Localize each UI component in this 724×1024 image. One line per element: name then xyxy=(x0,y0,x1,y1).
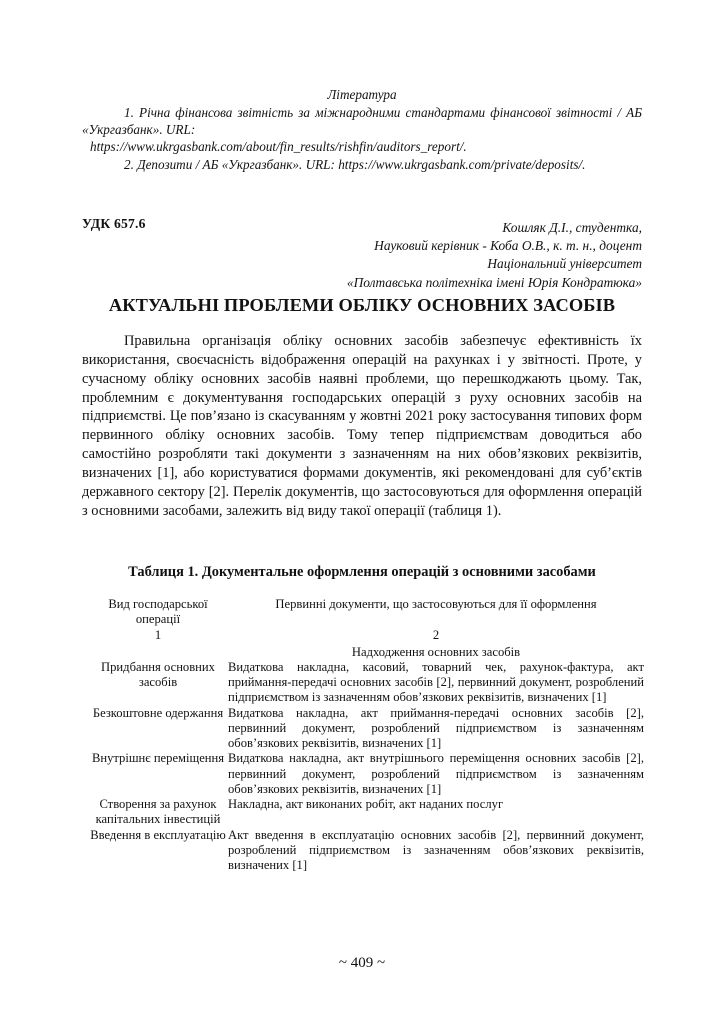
column-number-1: 1 xyxy=(154,628,162,643)
operation-type: Введення в експлуатацію xyxy=(90,827,226,842)
table-header-row xyxy=(88,597,644,627)
column-number-2: 2 xyxy=(432,628,440,643)
udc-code: УДК 657.6 xyxy=(82,216,146,231)
literature-item-1-url: https://www.ukrgasbank.com/about/fin_results/rishfin/auditors_report/. xyxy=(90,139,467,155)
university-line-1: Національний університет xyxy=(487,256,642,272)
operation-type: Створення за рахунок капітальних інвестицій xyxy=(95,797,221,827)
literature-item-1: 1. Річна фінансова звітність за міжнародними стандартами фінансової звітності / АБ «Укргазбанк». URL: xyxy=(82,105,642,138)
literature-heading: Література xyxy=(327,87,397,102)
table-column-number-row xyxy=(88,627,644,643)
operation-type: Внутрішнє переміщення xyxy=(91,751,225,766)
operation-documents: Акт введення в експлуатацію основних засобів [2], первинний документ, розроблений підприємством із зазначенням обов’язкових реквізитів, визначених [1] xyxy=(228,827,644,872)
table-row xyxy=(88,660,644,706)
section-title: Надходження основних засобів xyxy=(351,644,521,659)
table-header-col2: Первинні документи, що застосовуються для її оформлення xyxy=(275,597,597,611)
table-row xyxy=(88,751,644,797)
author-block xyxy=(172,219,642,292)
author-name: Кошляк Д.І., студентка, xyxy=(502,220,642,235)
table-row xyxy=(88,828,644,874)
operation-documents: Видаткова накладна, акт приймання-передачі основних засобів [2], первинний документ, розроблений підприємством із зазначенням обов’язкових реквізитів, визначених [1] xyxy=(228,705,644,751)
section-empty-cell xyxy=(88,644,228,660)
operation-documents: Видаткова накладна, акт внутрішнього переміщення основних засобів [2], первинний документ, розроблений підприємством із зазначенням обов’язкових реквізитів, визначених [1] xyxy=(228,751,644,796)
operation-type: Безкоштовне одержання xyxy=(92,705,224,720)
table-caption: Таблиця 1. Документальне оформлення операцій з основними засобами xyxy=(128,564,596,580)
literature-block xyxy=(82,86,642,173)
page-number: ~ 409 ~ xyxy=(338,955,386,971)
academic-supervisor: Науковий керівник - Коба О.В., к. т. н., доцент xyxy=(374,238,642,254)
operation-type: Придбання основних засобів xyxy=(101,659,215,690)
university-line-2: «Полтавська політехніка імені Юрія Кондратюка» xyxy=(346,274,642,290)
operation-documents: Накладна, акт виконаних робіт, акт наданих послуг xyxy=(228,797,504,812)
body-paragraph: Правильна організація обліку основних засобів забезпечує ефективність їх використання, своєчасність відображення операцій на рахунках і у звітності. Проте, у сучасному обліку основних засобів наявні проблеми, що перешкоджають цьому. Так, проблемним є документування господарських операцій з руху основних засобів на підприємстві. Це пов’язано із скасуванням у жовтні 2021 року застосування типових форм первинного обліку основних засобів. Тому тепер підприємствам доводиться або самостійно розробляти такі документи з зазначенням на них обов’язкових реквізитів, визначених [1], або користуватися формами документів, які рекомендовані для суб’єктів державного сектору [2]. Перелік документів, що застосовуються для оформлення операцій з основними засобами, залежить від виду такої операції (таблиця 1). xyxy=(82,333,642,519)
article-title: АКТУАЛЬНІ ПРОБЛЕМИ ОБЛІКУ ОСНОВНИХ ЗАСОБІВ xyxy=(108,295,616,315)
table-row xyxy=(88,706,644,752)
table-section-row xyxy=(88,644,644,660)
operation-documents: Видаткова накладна, касовий, товарний чек, рахунок-фактура, акт приймання-передачі основних засобів [2], первинний документ, розроблений підприємством із зазначенням обов’язкових реквізитів, визначених [1] xyxy=(228,659,644,705)
table-row xyxy=(88,797,644,827)
table-header-col1: Вид господарської операції xyxy=(108,597,208,627)
literature-item-2: 2. Депозити / АБ «Укргазбанк». URL: https://www.ukrgasbank.com/private/deposits/. xyxy=(124,156,586,172)
documents-table xyxy=(88,597,644,873)
